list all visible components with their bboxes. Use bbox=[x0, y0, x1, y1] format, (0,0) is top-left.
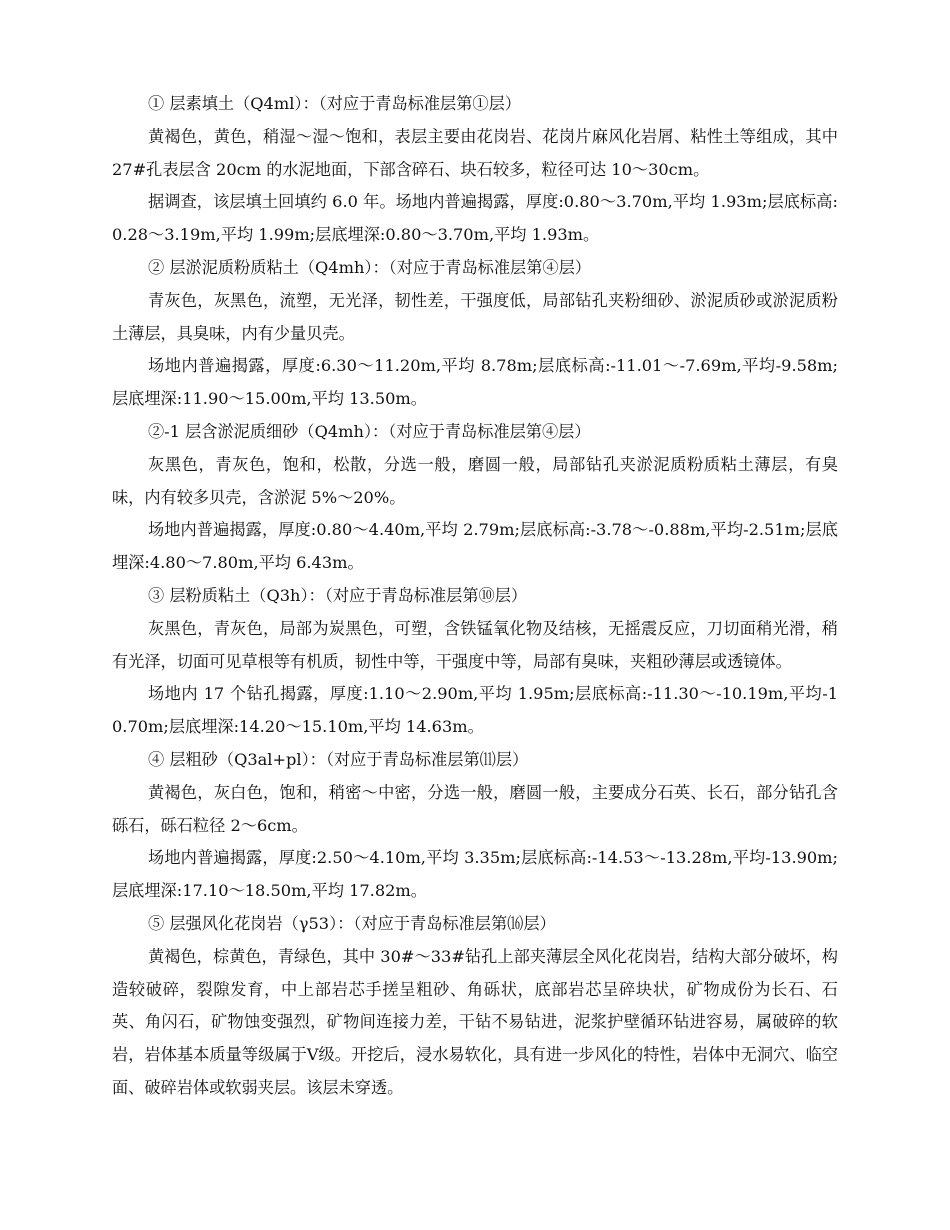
layer-2-1-heading: ②-1 层含淤泥质细砂（Q4mh）：（对应于青岛标准层第④层） bbox=[148, 421, 591, 441]
layer-2-heading: ② 层淤泥质粉质粘土（Q4mh）：（对应于青岛标准层第④层） bbox=[148, 257, 591, 277]
layer-3-survey: 场地内 17 个钻孔揭露，厚度:1.10～2.90m,平均 1.95m;层底标高:-11.30～-10.19m,平均-10.70m;层底埋深:14.20～15.10m,平均 14.63m。 bbox=[112, 684, 838, 737]
layer-1-description: 黄褐色，黄色，稍湿～湿～饱和，表层主要由花岗岩、花岗片麻风化岩屑、粘性土等组成，其中 27#孔表层含 20cm 的水泥地面，下部含碎石、块石较多，粒径可达 10～30cm。 bbox=[112, 126, 838, 179]
layer-1-survey: 据调查，该层填土回填约 6.0 年。场地内普遍揭露，厚度:0.80～3.70m,平均 1.93m;层底标高:0.28～3.19m,平均 1.99m;层底埋深:0.80～3.70m,平均 1.93m。 bbox=[112, 192, 838, 245]
layer-3-heading: ③ 层粉质粘土（Q3h）：（对应于青岛标准层第⑩层） bbox=[148, 585, 528, 605]
layer-2-description: 青灰色，灰黑色，流塑，无光泽，韧性差，干强度低，局部钻孔夹粉细砂、淤泥质砂或淤泥质粉土薄层，具臭味，内有少量贝壳。 bbox=[112, 290, 838, 343]
layer-4-survey: 场地内普遍揭露，厚度:2.50～4.10m,平均 3.35m;层底标高:-14.53～-13.28m,平均-13.90m;层底埋深:17.10～18.50m,平均 17.82m。 bbox=[112, 848, 838, 901]
layer-2-1-description: 灰黑色，青灰色，饱和，松散，分选一般，磨圆一般，局部钻孔夹淤泥质粉质粘土薄层，有臭味，内有较多贝壳，含淤泥 5%～20%。 bbox=[112, 454, 838, 507]
layer-1-heading: ① 层素填土（Q4ml）：（对应于青岛标准层第①层） bbox=[148, 94, 521, 113]
layer-2-1-survey: 场地内普遍揭露，厚度:0.80～4.40m,平均 2.79m;层底标高:-3.78～-0.88m,平均-2.51m;层底埋深:4.80～7.80m,平均 6.43m。 bbox=[112, 520, 838, 573]
layer-5-heading: ⑤ 层强风化花岗岩（γ53）：（对应于青岛标准层第⒃层） bbox=[148, 913, 556, 933]
layer-5-description: 黄褐色，棕黄色，青绿色，其中 30#～33#钻孔上部夹薄层全风化花岗岩，结构大部分破坏，构造较破碎，裂隙发育，中上部岩芯手搓呈粗砂、角砾状，底部岩芯呈碎块状，矿物成份为长石、石英、角闪石，矿物蚀变强烈，矿物间连接力差，干钻不易钻进，泥浆护壁循环钻进容易，属破碎的软岩，岩体基本质量等级属于Ⅴ级。开挖后，浸水易软化，具有进一步风化的特性，岩体中无洞穴、临空面、破碎岩体或软弱夹层。该层未穿透。 bbox=[112, 946, 838, 1097]
layer-4-description: 黄褐色，灰白色，饱和，稍密～中密，分选一般，磨圆一般，主要成分石英、长石，部分钻孔含砾石，砾石粒径 2～6cm。 bbox=[112, 782, 838, 835]
layer-4-heading: ④ 层粗砂（Q3al+pl）：（对应于青岛标准层第⑾层） bbox=[148, 749, 529, 769]
layer-3-description: 灰黑色，青灰色，局部为炭黑色，可塑，含铁锰氧化物及结核，无摇震反应，刀切面稍光滑，稍有光泽，切面可见草根等有机质，韧性中等，干强度中等，局部有臭味，夹粗砂薄层或透镜体。 bbox=[112, 618, 838, 671]
layer-2-survey: 场地内普遍揭露，厚度:6.30～11.20m,平均 8.78m;层底标高:-11.01～-7.69m,平均-9.58m;层底埋深:11.90～15.00m,平均 13.50m。 bbox=[112, 356, 838, 409]
